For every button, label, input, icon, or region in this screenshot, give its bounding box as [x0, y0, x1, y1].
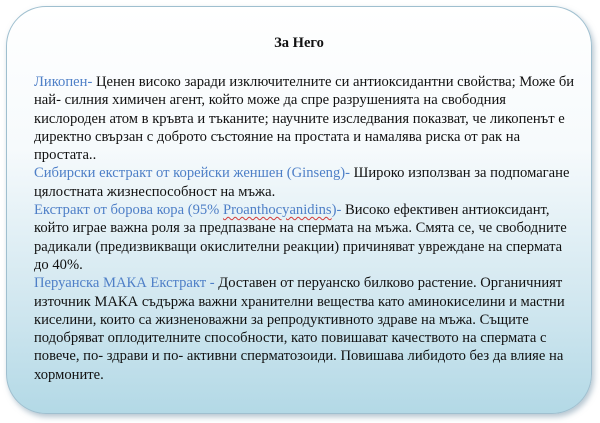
text-ginseng: Широко използван за подпомагане цялостната жизнеспособност на мъжа. — [34, 165, 570, 200]
heading-maca: Перуанска МАКА Екстракт - — [34, 275, 215, 292]
text-maca: Доставен от перуанско билково растение. Органичният източник МАКА съдържа важни хранителни вещества като аминокиселини и мастни киселини, които са жизненоважни за репродуктивното здраве на мъжа. Същите подобряват оплодителните способности, като повишават качеството на спермата с повече, по- здрави и по- активни сперматозоиди. Повишава либидото без да влияе на хормоните. — [34, 275, 565, 383]
paragraph-lycopene — [34, 73, 580, 164]
paragraph-pine-bark — [34, 201, 580, 274]
heading-ginseng: Сибирски екстракт от корейски женшен (Ginseng)- — [34, 165, 350, 182]
card-title: За Него — [274, 35, 324, 51]
body-text — [34, 73, 580, 384]
heading-lycopene: Ликопен- — [34, 74, 93, 90]
text-lycopene: Ценен високо заради изключителните си антиоксидантни свойства; Може би най- силния химичен агент, който може да спре разрушенията на свободния кислороден атом в кръвта и тъканите; научните изследвания показват, че ликопенът е директно свързан с доброто състояние на простата и намалява риска от рак на простата.. — [34, 74, 575, 164]
paragraph-maca — [34, 274, 580, 384]
paragraph-ginseng — [34, 164, 580, 201]
heading-pine-bark-prefix: Екстракт от борова кора (95% — [34, 202, 223, 219]
heading-pine-bark-suffix: )- — [331, 202, 342, 219]
heading-pine-bark-underlined: Proanthocyanidins — [222, 202, 332, 219]
text-pine-bark: Високо ефективен антиоксидант, който играе важна роля за предпазване на спермата на мъжа. Смята се, че свободните радикали (предизвикващи окислителни реакции) причиняват увреждане на спермата до 40%. — [34, 202, 567, 273]
content-card — [6, 6, 592, 414]
